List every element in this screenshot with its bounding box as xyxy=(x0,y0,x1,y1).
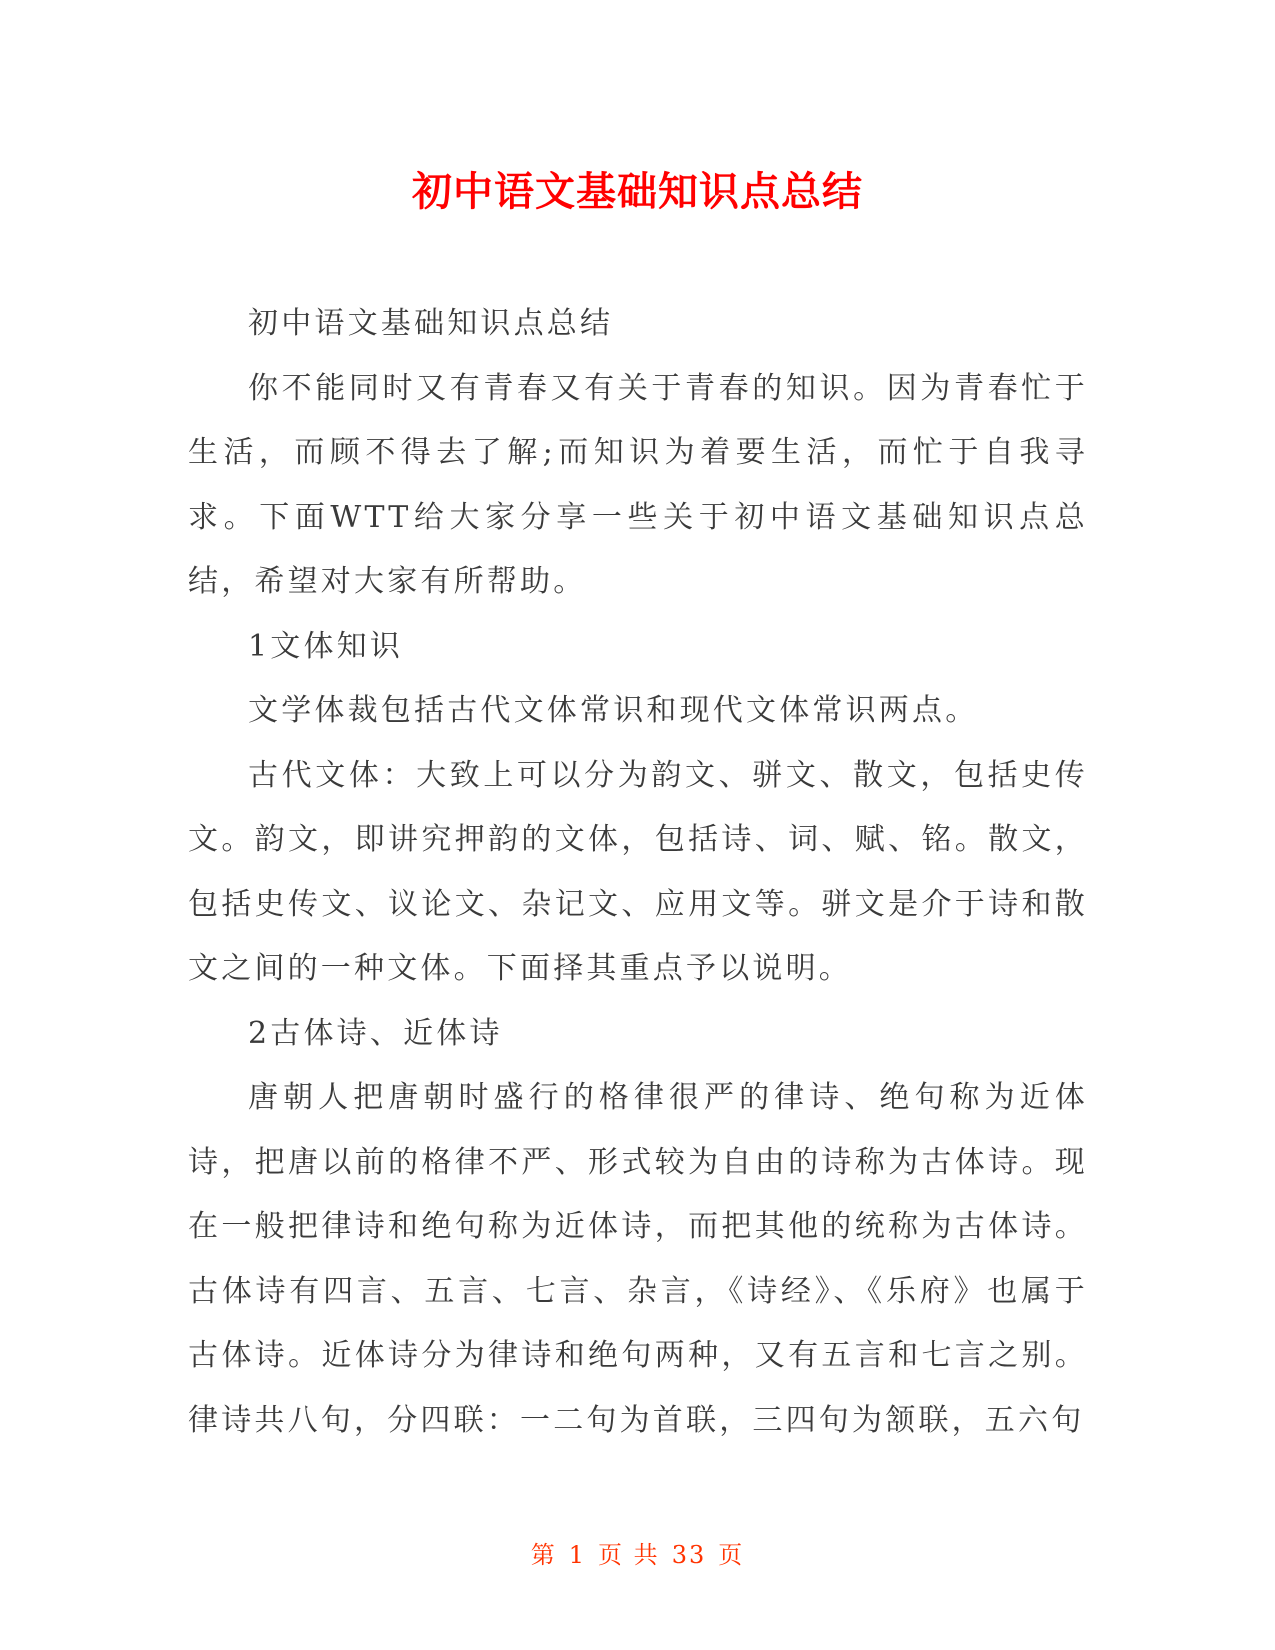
paragraph-poetry: 唐朝人把唐朝时盛行的格律很严的律诗、绝句称为近体诗，把唐以前的格律不严、形式较为自由的诗称为古体诗。现在一般把律诗和绝句称为近体诗，而把其他的统称为古体诗。古体诗有四言、五言、七言、杂言，《诗经》、《乐府》也属于古体诗。近体诗分为律诗和绝句两种，又有五言和七言之别。律诗共八句，分四联：一二句为首联，三四句为颔联，五六句 xyxy=(188,1080,1088,1438)
section-heading-2: 2古体诗、近体诗 xyxy=(248,1015,503,1051)
paragraph-genres: 文学体裁包括古代文体常识和现代文体常识两点。 xyxy=(248,693,979,728)
footer-total-pages: 33 xyxy=(671,1541,707,1569)
paragraph-ancient-genres: 古代文体：大致上可以分为韵文、骈文、散文，包括史传文。韵文，即讲究押韵的文体，包括诗、词、赋、铭。散文，包括史传文、议论文、杂记文、应用文等。骈文是介于诗和散文之间的一种文体。下面择其重点予以说明。 xyxy=(188,757,1088,986)
paragraph-intro: 你不能同时又有青春又有关于青春的知识。因为青春忙于生活，而顾不得去了解;而知识为着要生活，而忙于自我寻求。下面WTT给大家分享一些关于初中语文基础知识点总结，希望对大家有所帮助。 xyxy=(188,370,1088,599)
footer-prefix: 第 xyxy=(530,1541,557,1569)
document-body xyxy=(188,292,1088,1453)
section-heading-1: 1文体知识 xyxy=(248,628,404,664)
footer-suffix: 页 xyxy=(718,1541,745,1569)
paragraph-heading: 初中语文基础知识点总结 xyxy=(248,306,614,341)
footer-page-number: 1 xyxy=(568,1541,587,1569)
footer-mid: 页 共 xyxy=(598,1541,660,1569)
page-footer xyxy=(0,1535,1275,1570)
document-title: 初中语文基础知识点总结 xyxy=(412,169,863,215)
